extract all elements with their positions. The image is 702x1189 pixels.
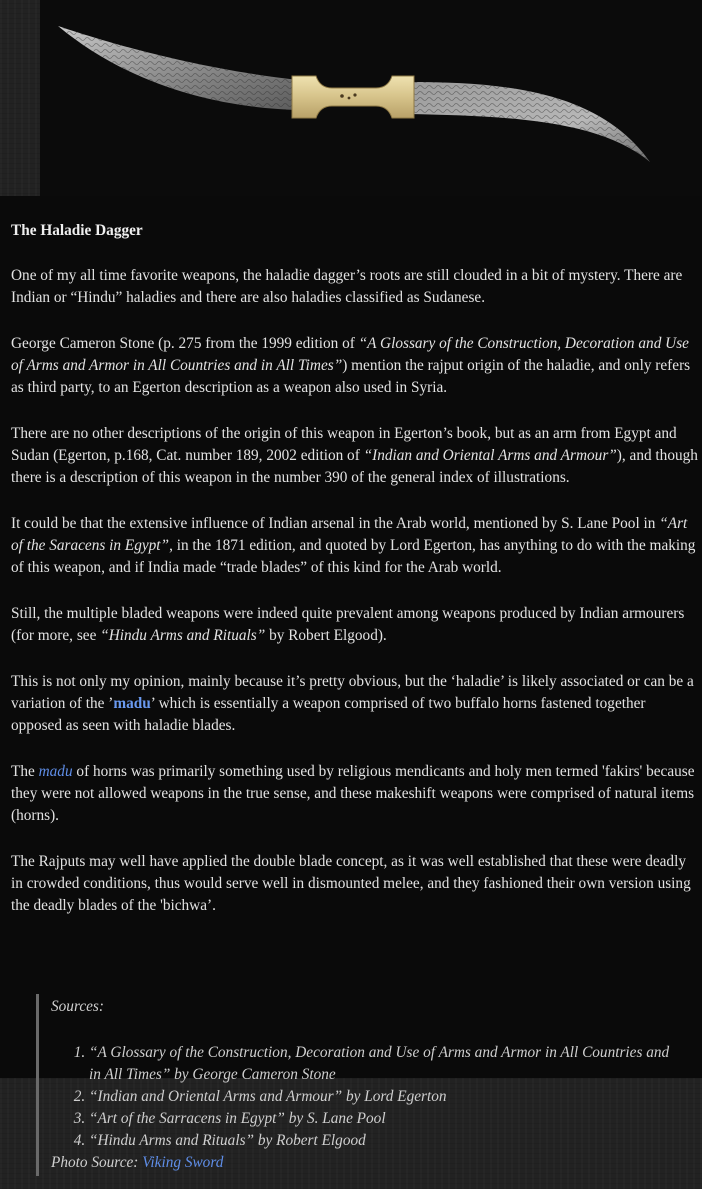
paragraph: George Cameron Stone (p. 275 from the 1999 edition of “A Glossary of the Construction, Decoration and Use of Arms and Armor in All Countries and in All Times”) mention the rajput origin of the haladie, and only refers as third party, to an Egerton description as a weapon also used in Syria. bbox=[11, 335, 691, 396]
paragraph: The madu of horns was primarily something used by religious mendicants and holy men termed 'fakirs' because they were not allowed weapons in the true sense, and these makeshift weapons were comprised of natural items (horns). bbox=[11, 763, 695, 824]
source-item: 4. “Hindu Arms and Rituals” by Robert Elgood bbox=[89, 1130, 676, 1152]
sources-heading: Sources: bbox=[51, 998, 104, 1015]
book-title: “Indian and Oriental Arms and Armour” bbox=[363, 447, 617, 464]
paragraph: Still, the multiple bladed weapons were indeed quite prevalent among weapons produced by Indian armourers (for more, see “Hindu Arms and Rituals” by Robert Elgood). bbox=[11, 605, 685, 644]
source-item: 3. “Art of the Sarracens in Egypt” by S. Lane Pool bbox=[89, 1108, 676, 1130]
paragraph: It could be that the extensive influence of Indian arsenal in the Arab world, mentioned by S. Lane Pool in “Art of the Saracens in Egypt”, in the 1871 edition, and quoted by Lord Egerton, has anything to do with the making of this weapon, and if India made “trade blades” of this kind for the Arab world. bbox=[11, 515, 696, 576]
viking-sword-link[interactable]: Viking Sword bbox=[142, 1154, 224, 1171]
paragraph: There are no other descriptions of the origin of this weapon in Egerton’s book, but as an arm from Egypt and Sudan (Egerton, p.168, Cat. number 189, 2002 edition of “Indian and Oriental Arms and Armour”), and though there is a description of this weapon in the number 390 of the general index of illustrations. bbox=[11, 425, 698, 486]
book-title: “Hindu Arms and Rituals” bbox=[100, 627, 266, 644]
hilt bbox=[292, 76, 414, 118]
madu-link[interactable]: madu bbox=[38, 763, 73, 780]
sources-list bbox=[51, 1042, 676, 1152]
haladie-dagger-photo bbox=[40, 0, 702, 196]
source-item: 2. “Indian and Oriental Arms and Armour” by Lord Egerton bbox=[89, 1086, 676, 1108]
paragraph: The Rajputs may well have applied the double blade concept, as it was well established that these were deadly in crowded conditions, thus would serve well in dismounted melee, and they fashioned their own version using the deadly blades of the 'bichwa’. bbox=[11, 853, 691, 914]
madu-link[interactable]: madu bbox=[113, 695, 151, 712]
source-item: 1. “A Glossary of the Construction, Decoration and Use of Arms and Armor in All Countries and in All Times” by George Cameron Stone bbox=[89, 1042, 676, 1086]
book-title: “A Glossary of the Construction, Decoration and Use of Arms and Armor in All Countries and in All Times” bbox=[11, 335, 689, 374]
paragraph: This is not only my opinion, mainly because it’s pretty obvious, but the ‘haladie’ is likely associated or can be a variation of the ’madu’ which is essentially a weapon comprised of two buffalo horns fastened together opposed as seen with haladie blades. bbox=[11, 673, 694, 734]
article-body bbox=[11, 220, 699, 941]
sources-blockquote bbox=[36, 994, 676, 1176]
dagger-image bbox=[40, 0, 702, 196]
article-title: The Haladie Dagger bbox=[11, 222, 143, 239]
paragraph: One of my all time favorite weapons, the haladie dagger’s roots are still clouded in a bit of mystery. There are Indian or “Hindu” haladies and there are also haladies classified as Sudanese. bbox=[11, 267, 683, 306]
book-title: “Art of the Saracens in Egypt” bbox=[11, 515, 688, 554]
photo-source: Photo Source: Viking Sword bbox=[51, 1154, 224, 1171]
